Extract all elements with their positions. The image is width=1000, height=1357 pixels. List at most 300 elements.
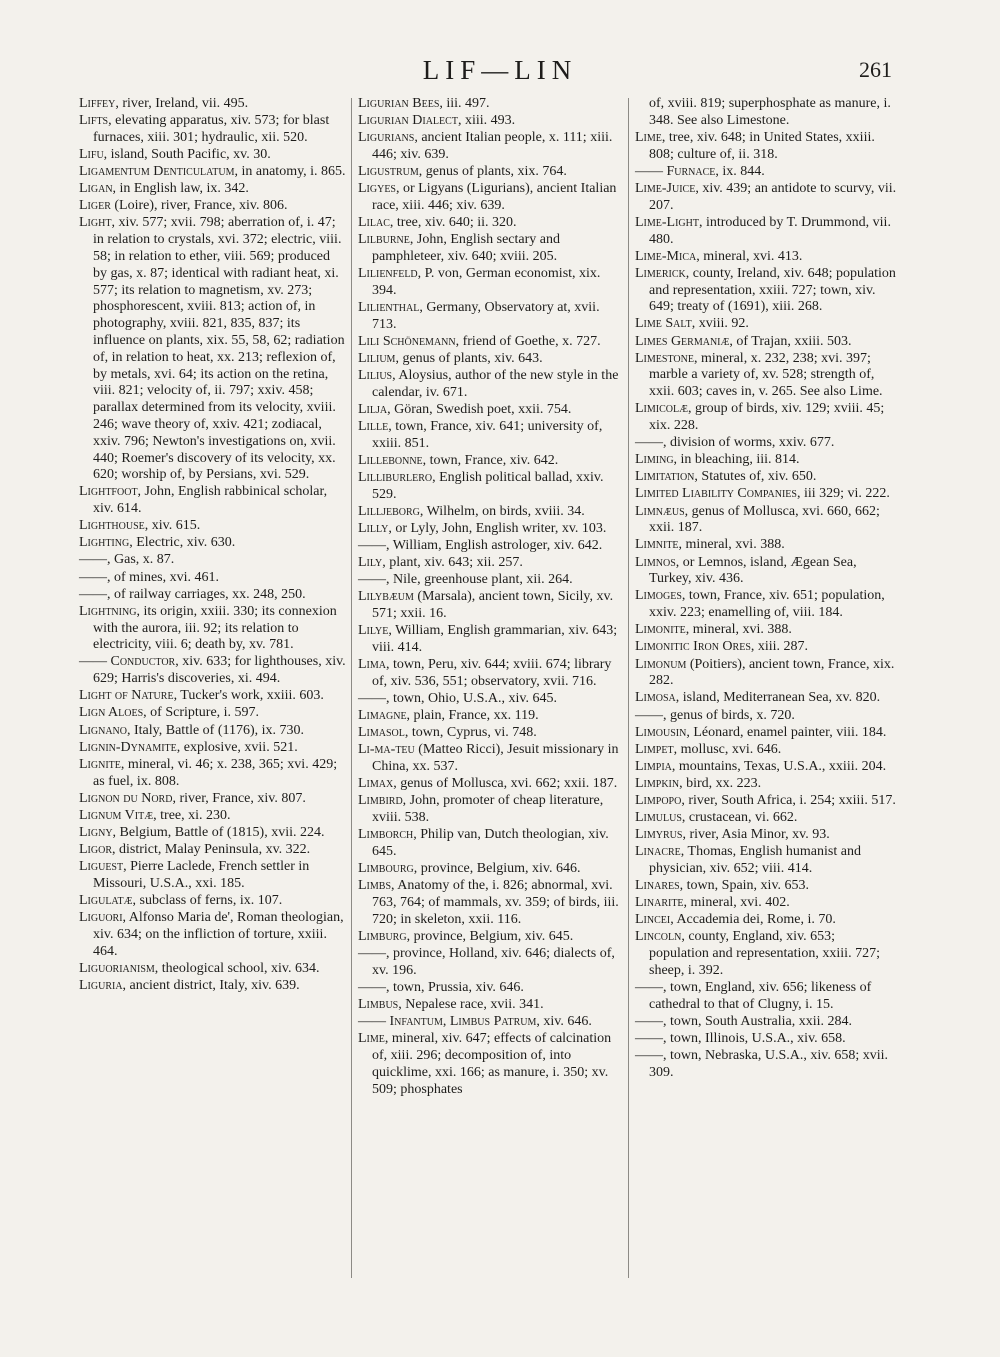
- entry-headword: Lilburne: [358, 232, 410, 248]
- index-entry: [635, 708, 897, 725]
- entry-headword: Limax: [358, 776, 394, 792]
- entry-headword: Lime-Mica: [635, 248, 697, 264]
- index-entry: [358, 827, 624, 861]
- entry-references: , John, English rabbinical scholar, xiv. 614.: [93, 484, 328, 517]
- entry-headword: Limyrus: [635, 827, 683, 843]
- entry-headword: Limnæus: [635, 503, 685, 519]
- column-rule: [628, 98, 629, 1278]
- entry-references: , river, South Africa, i. 254; xxiii. 517.: [681, 792, 896, 808]
- entry-references: , friend of Goethe, x. 727.: [455, 333, 601, 349]
- entry-headword: Limonum: [635, 656, 687, 672]
- index-entry: [635, 469, 897, 486]
- entry-references: , Alfonso Maria de', Roman theologian, xiv. 634; on the infliction of torture, xxiii. 464.: [93, 909, 344, 959]
- entry-references: , Nepalese race, xvii. 341.: [398, 996, 544, 1012]
- entry-headword: Lilienfeld: [358, 266, 418, 282]
- entry-references: ——, division of worms, xxiv. 677.: [635, 435, 835, 451]
- index-entry: [79, 978, 347, 995]
- entry-headword: Limosa: [635, 690, 676, 706]
- entry-headword: Limpet: [635, 741, 674, 757]
- entry-references: , river, France, xiv. 807.: [172, 790, 306, 806]
- entry-references: , mineral, xiv. 647; effects of calcination of, xiii. 296; decomposition of, into quicklime, xxi. 166; as manure, i. 350; xv. 509; phosphates: [372, 1031, 612, 1097]
- entry-headword: Lime-Juice: [635, 180, 696, 196]
- entry-headword: Lincei: [635, 912, 671, 928]
- entry-references: , iii 329; vi. 222.: [796, 486, 890, 502]
- index-entry: [358, 980, 624, 997]
- entry-references: , explosive, xvii. 521.: [176, 739, 298, 755]
- entry-headword: Limbus: [358, 996, 399, 1012]
- entry-headword: Lightfoot: [79, 484, 138, 500]
- index-entry: [635, 742, 897, 759]
- entry-headword: Lime Salt: [635, 316, 692, 332]
- entry-references: , of Scripture, i. 597.: [143, 705, 260, 721]
- entry-references: , Tucker's work, xxiii. 603.: [173, 688, 324, 704]
- entry-headword: Lilybæum: [358, 589, 414, 605]
- index-entry: [635, 725, 897, 742]
- entry-headword: Light: [79, 215, 112, 231]
- entry-references: ——, town, England, xiv. 656; likeness of cathedral to that of Clugny, i. 15.: [635, 980, 872, 1012]
- entry-references: (Poitiers), ancient town, France, xix. 282.: [649, 656, 895, 689]
- entry-headword: Limbourg: [358, 861, 414, 877]
- entry-headword: Liffey: [79, 96, 116, 111]
- entry-references: , or Lemnos, island, Ægean Sea, Turkey, xiv. 436.: [649, 554, 857, 587]
- entry-references: ——, province, Holland, xiv. 646; dialects of, xv. 196.: [358, 945, 615, 978]
- entry-references: , mollusc, xvi. 646.: [673, 741, 782, 757]
- entry-references: , genus of plants, xix. 764.: [418, 164, 567, 180]
- entry-references: , Thomas, English humanist and physician, xiv. 652; viii. 414.: [649, 844, 861, 877]
- index-entry: [358, 861, 624, 878]
- entry-references: , Aloysius, author of the new style in the calendar, iv. 671.: [372, 368, 619, 400]
- entry-headword: Lili Schönemann: [358, 333, 456, 349]
- index-entry: [635, 980, 897, 1014]
- entry-references: , plain, France, xx. 119.: [406, 708, 539, 724]
- entry-references: , town, France, xiv. 651; population, xxiv. 223; enamelling of, viii. 184.: [649, 588, 885, 621]
- index-entry: [358, 96, 624, 113]
- entry-references: , river, Asia Minor, xv. 93.: [682, 827, 830, 843]
- entry-headword: Limitation: [635, 469, 695, 485]
- entry-headword: Limbs: [358, 878, 392, 894]
- index-entry: [635, 759, 897, 776]
- index-entry: [79, 961, 347, 978]
- index-entry: [358, 266, 624, 300]
- index-entry: [635, 1048, 897, 1082]
- entry-headword: Lilja: [358, 401, 388, 417]
- entry-references: , theological school, xiv. 634.: [154, 960, 320, 976]
- entry-headword: Limited Liability Companies: [635, 486, 797, 502]
- index-entry: [635, 215, 897, 249]
- index-entry: [358, 1031, 624, 1098]
- entry-headword: Limonite: [635, 622, 686, 638]
- index-entry: [358, 657, 624, 691]
- index-entry: [79, 147, 347, 164]
- index-entry: [358, 113, 624, 130]
- entry-references: , province, Belgium, xiv. 645.: [406, 928, 574, 944]
- index-column-2: [358, 96, 624, 1099]
- entry-headword: Limbird: [358, 793, 403, 809]
- entry-headword: Li-ma-teu: [358, 742, 415, 758]
- entry-references: , river, Ireland, vii. 495.: [115, 96, 249, 111]
- entry-references: , xiv. 577; xvii. 798; aberration of, i. 47; in relation to crystals, xvi. 372; electric, viii. 58; in relation to ether, viii. 569; produced by gas, x. 87; identical with radiant heat, xi. 577; its relation to magnetism, xv. 273; phosphorescent, xviii. 813; action of, in photography, xviii. 821, 835, 837; its influence on plants, xix. 55, 58, 62; radiation of, in relation to heat, xx. 213; reflexion of, by metals, xvi. 64; its action on the retina, viii. 821; velocity of, ii. 797; xxiv. 458; parallax determined from its velocity, xviii. 246; wave theory of, xxiv. 421; zodiacal, xxiv. 796; Newton's investigations on, xvii. 440; Roemer's discovery of its velocity, xx. 620; worship of, by Persians, xvi. 529.: [93, 215, 345, 483]
- entry-references: , introduced by T. Drummond, vii. 480.: [649, 214, 891, 247]
- entry-headword: Lime: [635, 129, 662, 145]
- index-entry: [635, 96, 897, 130]
- entry-references: , elevating apparatus, xiv. 573; for blast furnaces, xiii. 301; hydraulic, xii. 520.: [93, 113, 330, 145]
- index-column-1: [79, 96, 347, 995]
- index-entry: [635, 690, 897, 707]
- entry-headword: Limnite: [635, 537, 679, 553]
- index-entry: [358, 232, 624, 266]
- entry-headword: —— Conductor: [79, 654, 176, 670]
- entry-headword: Lightning: [79, 603, 137, 619]
- entry-references: ——, town, Illinois, U.S.A., xiv. 658.: [635, 1031, 846, 1047]
- entry-references: , county, England, xiv. 653; population and representation, xxiii. 727; sheep, i. 392.: [649, 929, 880, 979]
- entry-headword: Limonitic Iron Ores: [635, 639, 751, 655]
- index-entry: [358, 368, 624, 402]
- entry-references: , Pierre Laclede, French settler in Missouri, U.S.A., xxi. 185.: [93, 858, 310, 891]
- entry-references: , island, Mediterranean Sea, xv. 820.: [675, 690, 881, 706]
- entry-references: of, xviii. 819; superphosphate as manure, i. 348. See also Limestone.: [649, 96, 891, 128]
- entry-headword: Ligan: [79, 181, 113, 197]
- index-entry: [79, 570, 347, 587]
- entry-references: , xviii. 92.: [691, 316, 749, 332]
- entry-headword: Lime-Light: [635, 214, 699, 230]
- index-entry: [635, 810, 897, 827]
- index-entry: [358, 300, 624, 334]
- entry-headword: Lincoln: [635, 929, 682, 945]
- index-entry: [635, 351, 897, 401]
- entry-references: , Wilhelm, on birds, xviii. 34.: [419, 503, 585, 519]
- index-entry: [79, 518, 347, 535]
- entry-references: , xiii. 493.: [457, 113, 516, 129]
- entry-references: , Germany, Observatory at, xvii. 713.: [372, 299, 600, 332]
- entry-references: (Loire), river, France, xiv. 806.: [110, 198, 288, 214]
- index-entry: [635, 249, 897, 266]
- index-entry: [79, 215, 347, 484]
- entry-references: , genus of Mollusca, xvi. 660, 662; xxii. 187.: [649, 503, 880, 536]
- entry-references: , town, France, xiv. 642.: [422, 452, 559, 468]
- entry-references: , in bleaching, iii. 814.: [673, 452, 800, 468]
- entry-headword: Lilium: [358, 350, 396, 366]
- index-entry: [635, 827, 897, 844]
- entry-references: , ancient district, Italy, xiv. 639.: [122, 977, 300, 993]
- entry-references: , xiii. 287.: [750, 639, 809, 655]
- index-entry: [79, 552, 347, 569]
- index-entry: [358, 181, 624, 215]
- entry-references: , John, promoter of cheap literature, xviii. 538.: [372, 793, 604, 826]
- index-entry: [79, 757, 347, 791]
- index-entry: [358, 538, 624, 555]
- entry-headword: Lighthouse: [79, 518, 145, 534]
- entry-headword: Lignon du Nord: [79, 790, 173, 806]
- index-entry: [358, 555, 624, 572]
- running-head: LIF—LIN: [422, 55, 578, 85]
- entry-references: (Marsala), ancient town, Sicily, xv. 571; xxii. 16.: [372, 589, 614, 622]
- index-entry: [358, 742, 624, 776]
- index-entry: [635, 844, 897, 878]
- index-entry: [79, 842, 347, 859]
- entry-headword: Ligor: [79, 841, 112, 857]
- entry-references: , in English law, ix. 342.: [112, 181, 249, 197]
- index-entry: [358, 691, 624, 708]
- index-entry: [358, 878, 624, 928]
- entry-references: , P. von, German economist, xix. 394.: [372, 266, 601, 298]
- index-entry: [635, 537, 897, 554]
- entry-references: , subclass of ferns, ix. 107.: [132, 892, 283, 908]
- entry-references: ——, town, South Australia, xxii. 284.: [635, 1014, 852, 1030]
- index-entry: [635, 555, 897, 589]
- entry-references: , genus of Mollusca, xvi. 662; xxii. 187.: [393, 776, 618, 792]
- entry-headword: Lifu: [79, 146, 104, 162]
- index-entry: [79, 535, 347, 552]
- index-entry: [635, 793, 897, 810]
- entry-headword: Lilienthal: [358, 299, 420, 315]
- entry-references: , or Lyly, John, English writer, xv. 103.: [388, 520, 607, 536]
- index-entry: [635, 486, 897, 503]
- entry-references: , town, Peru, xiv. 644; xviii. 674; library of, xiv. 536, 551; observatory, xvii. 716.: [372, 657, 612, 689]
- entry-headword: Linarite: [635, 895, 684, 911]
- index-entry: [635, 776, 897, 793]
- index-entry: [79, 893, 347, 910]
- entry-headword: Ligny: [79, 824, 113, 840]
- index-entry: [79, 910, 347, 960]
- index-entry: [635, 1014, 897, 1031]
- index-entry: [79, 164, 347, 181]
- index-entry: [79, 808, 347, 825]
- index-entry: [358, 521, 624, 538]
- entry-headword: —— Furnace: [635, 163, 716, 179]
- entry-references: , Belgium, Battle of (1815), xvii. 224.: [112, 824, 325, 840]
- entry-headword: Ligurian Dialect: [358, 113, 458, 129]
- entry-references: , xiv. 615.: [144, 518, 201, 534]
- index-entry: [358, 946, 624, 980]
- entry-references: , mineral, x. 232, 238; xvi. 397; marble a variety of, xv. 528; strength of, xxii. 603; caves in, v. 265. See also Lime.: [649, 350, 883, 400]
- entry-references: , town, Cyprus, vi. 748.: [404, 725, 537, 741]
- entry-headword: Limoges: [635, 588, 682, 604]
- index-entry: [358, 1014, 624, 1031]
- entry-headword: Lifts: [79, 113, 109, 129]
- entry-headword: Liming: [635, 452, 674, 468]
- index-entry: [358, 623, 624, 657]
- entry-references: , plant, xiv. 643; xii. 257.: [382, 555, 523, 571]
- index-entry: [358, 453, 624, 470]
- entry-headword: —— Infantum, Limbus Patrum: [358, 1014, 537, 1030]
- index-entry: [358, 402, 624, 419]
- entry-references: , of Trajan, xxiii. 503.: [729, 333, 852, 349]
- entry-references: , xiv. 646.: [536, 1014, 592, 1030]
- index-entry: [79, 604, 347, 654]
- entry-headword: Limestone: [635, 350, 694, 366]
- index-entry: [358, 504, 624, 521]
- index-column-3: [635, 96, 897, 1082]
- entry-references: , Göran, Swedish poet, xxii. 754.: [387, 401, 572, 417]
- entry-references: , Philip van, Dutch theologian, xiv. 645.: [372, 827, 609, 859]
- index-entry: [635, 334, 897, 351]
- index-entry: [358, 708, 624, 725]
- entry-references: , tree, xiv. 640; ii. 320.: [389, 215, 517, 231]
- index-entry: [358, 589, 624, 623]
- index-entry: [358, 725, 624, 742]
- entry-references: , bird, xx. 223.: [679, 775, 762, 791]
- index-entry: [635, 181, 897, 215]
- index-entry: [79, 791, 347, 808]
- entry-references: , island, South Pacific, xv. 30.: [103, 146, 271, 162]
- index-entry: [358, 130, 624, 164]
- index-entry: [358, 215, 624, 232]
- entry-headword: Lighting: [79, 535, 130, 551]
- entry-references: , district, Malay Peninsula, xv. 322.: [112, 841, 311, 857]
- entry-headword: Limes Germaniæ: [635, 333, 730, 349]
- index-entry: [79, 740, 347, 757]
- entry-headword: Lilljeborg: [358, 503, 420, 519]
- entry-headword: Limousin: [635, 724, 687, 740]
- index-entry: [635, 316, 897, 333]
- index-entry: [635, 588, 897, 622]
- index-entry: [635, 130, 897, 164]
- entry-references: ——, of mines, xvi. 461.: [79, 569, 219, 585]
- entry-headword: Lilye: [358, 623, 389, 639]
- entry-references: , mineral, xvi. 388.: [685, 622, 792, 638]
- entry-references: , Statutes of, xiv. 650.: [694, 469, 817, 485]
- entry-references: , Electric, xiv. 630.: [129, 535, 236, 551]
- entry-headword: Lignum Vitæ: [79, 807, 154, 823]
- index-entry: [635, 452, 897, 469]
- entry-references: , mineral, vi. 46; x. 238, 365; xvi. 429; as fuel, ix. 808.: [93, 756, 338, 789]
- index-entry: [358, 776, 624, 793]
- entry-headword: Limasol: [358, 725, 405, 741]
- index-entry: [79, 113, 347, 147]
- entry-headword: Limagne: [358, 708, 407, 724]
- index-entry: [635, 639, 897, 656]
- entry-headword: Lilac: [358, 215, 390, 231]
- index-entry: [358, 997, 624, 1014]
- entry-references: , tree, xiv. 648; in United States, xxiii. 808; culture of, ii. 318.: [649, 129, 875, 162]
- entry-references: , Anatomy of the, i. 826; abnormal, xvi. 763, 764; of mammals, xv. 359; of birds, iii. 720; in skeleton, xxii. 116.: [372, 878, 619, 927]
- entry-headword: Liguria: [79, 977, 123, 993]
- entry-references: , or Ligyans (Ligurians), ancient Italian race, xiii. 446; xiv. 639.: [372, 181, 617, 213]
- index-entry: [635, 878, 897, 895]
- entry-headword: Lille: [358, 419, 389, 434]
- index-entry: [79, 654, 347, 688]
- index-entry: [358, 334, 624, 351]
- entry-references: , mineral, xvi. 388.: [678, 537, 785, 553]
- index-entry: [358, 470, 624, 504]
- entry-headword: Liger: [79, 198, 111, 214]
- entry-references: ——, Nile, greenhouse plant, xii. 264.: [358, 572, 573, 588]
- index-entry: [358, 572, 624, 589]
- entry-headword: Limicolæ: [635, 401, 688, 417]
- entry-headword: Linares: [635, 878, 680, 894]
- index-entry: [358, 929, 624, 946]
- entry-headword: Ligustrum: [358, 164, 419, 180]
- entry-headword: Ligurian Bees: [358, 96, 440, 111]
- index-entry: [635, 929, 897, 979]
- entry-headword: Lilliburlero: [358, 469, 433, 485]
- column-rule: [351, 98, 352, 1278]
- entry-references: , town, France, xiv. 641; university of, xxiii. 851.: [372, 419, 603, 451]
- entry-headword: Limborch: [358, 827, 414, 843]
- entry-references: ——, town, Prussia, xiv. 646.: [358, 979, 524, 995]
- page-number: 261: [859, 57, 892, 82]
- entry-references: , mountains, Texas, U.S.A., xxiii. 204.: [671, 758, 887, 774]
- index-entry: [79, 705, 347, 722]
- index-entry: [635, 504, 897, 538]
- entry-references: , Léonard, enamel painter, viii. 184.: [686, 724, 887, 740]
- index-entry: [635, 657, 897, 691]
- entry-references: ——, town, Nebraska, U.S.A., xiv. 658; xvii. 309.: [635, 1048, 889, 1080]
- entry-references: , group of birds, xiv. 129; xviii. 45; xix. 228.: [649, 401, 885, 434]
- entry-references: , in anatomy, i. 865.: [234, 164, 346, 180]
- entry-headword: Lilly: [358, 520, 389, 536]
- entry-references: , xiv. 439; an antidote to scurvy, vii. 207.: [649, 180, 897, 213]
- entry-references: , crustacean, vi. 662.: [681, 810, 798, 826]
- entry-headword: Lign Aloes: [79, 705, 144, 721]
- entry-references: (Matteo Ricci), Jesuit missionary in China, xx. 537.: [372, 742, 619, 775]
- index-entry: [635, 401, 897, 435]
- entry-headword: Ligyes: [358, 181, 396, 197]
- entry-references: ——, town, Ohio, U.S.A., xiv. 645.: [358, 691, 557, 707]
- index-entry: [79, 484, 347, 518]
- index-entry: [79, 587, 347, 604]
- index-entry: [79, 723, 347, 740]
- entry-headword: Limpia: [635, 758, 672, 774]
- entry-headword: Limburg: [358, 928, 407, 944]
- entry-references: , ix. 844.: [715, 163, 765, 179]
- entry-headword: Lily: [358, 555, 383, 571]
- entry-headword: Linacre: [635, 844, 681, 860]
- entry-references: , mineral, xvi. 413.: [696, 248, 803, 264]
- entry-references: , John, English sectary and pamphleteer, xiv. 640; xviii. 205.: [372, 232, 560, 264]
- entry-references: , town, Spain, xiv. 653.: [679, 878, 810, 894]
- entry-headword: Ligurians: [358, 130, 415, 146]
- index-entry: [358, 164, 624, 181]
- entry-headword: Lime: [358, 1031, 385, 1047]
- index-entry: [79, 181, 347, 198]
- index-entry: [79, 198, 347, 215]
- entry-headword: Lillebonne: [358, 452, 423, 468]
- index-entry: [79, 96, 347, 113]
- index-entry: [635, 912, 897, 929]
- index-entry: [635, 435, 897, 452]
- index-entry: [635, 164, 897, 181]
- entry-headword: Limpkin: [635, 775, 680, 791]
- entry-headword: Lignin-Dynamite: [79, 739, 177, 755]
- index-entry: [635, 895, 897, 912]
- index-entry: [635, 1031, 897, 1048]
- entry-headword: Lima: [358, 657, 386, 673]
- entry-headword: Ligulatæ: [79, 892, 133, 908]
- entry-references: , Accademia dei, Rome, i. 70.: [670, 912, 836, 928]
- entry-references: ——, genus of birds, x. 720.: [635, 707, 795, 723]
- index-entry: [79, 859, 347, 893]
- index-entry: [635, 266, 897, 316]
- entry-references: , William, English grammarian, xiv. 643; viii. 414.: [372, 623, 618, 656]
- entry-headword: Lilius: [358, 368, 393, 384]
- entry-headword: Limulus: [635, 810, 682, 826]
- entry-references: , county, Ireland, xiv. 648; population and representation, xxiii. 727; town, xiv. 649; treaty of (1691), xiii. 268.: [649, 265, 896, 315]
- entry-references: , province, Belgium, xiv. 646.: [413, 861, 581, 877]
- index-entry: [635, 622, 897, 639]
- entry-references: , tree, xi. 230.: [153, 807, 231, 823]
- index-entry: [358, 419, 624, 453]
- entry-headword: Liguest: [79, 858, 124, 874]
- entry-references: ——, of railway carriages, xx. 248, 250.: [79, 586, 306, 602]
- entry-headword: Lignano: [79, 722, 127, 738]
- index-entry: [79, 688, 347, 705]
- entry-references: , mineral, xvi. 402.: [683, 895, 790, 911]
- entry-references: , xiv. 633; for lighthouses, xiv. 629; Harris's discoveries, xi. 494.: [93, 654, 346, 687]
- entry-references: ——, Gas, x. 87.: [79, 552, 175, 568]
- entry-references: , ancient Italian people, x. 111; xiii. 446; xiv. 639.: [372, 130, 613, 162]
- entry-headword: Limnos: [635, 554, 676, 570]
